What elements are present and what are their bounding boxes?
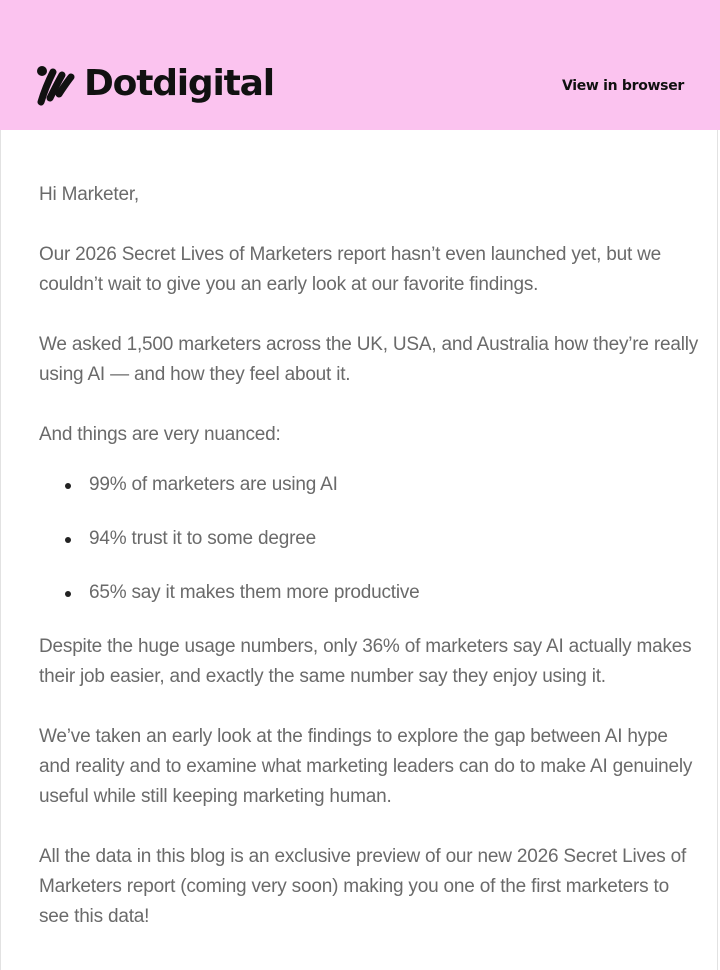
brand-name: Dotdigital [84, 63, 274, 104]
exclusive-paragraph: All the data in this blog is an exclusive preview of our new 2026 Secret Lives of Marketers report (coming very soon) making you one of the first marketers to see this data! [39, 846, 687, 927]
list-item: 65% say it makes them more productive [89, 578, 699, 608]
email-content [39, 180, 699, 962]
view-in-browser-link[interactable]: View in browser [561, 78, 684, 94]
intro-paragraph: Our 2026 Secret Lives of Marketers report hasn’t even launched yet, but we couldn’t wait to give you an early look at our favorite findings. [39, 244, 662, 295]
list-item: 99% of marketers are using AI [89, 470, 699, 500]
findings-paragraph: We’ve taken an early look at the findings to explore the gap between AI hype and reality and to examine what marketing leaders can do to make AI genuinely useful while still keeping marketing human. [39, 726, 693, 807]
greeting: Hi Marketer, [39, 184, 140, 205]
survey-paragraph: We asked 1,500 marketers across the UK, USA, and Australia how they’re really using AI — and how they feel about it. [39, 334, 699, 385]
brand-logo[interactable] [36, 62, 274, 106]
nuanced-paragraph: And things are very nuanced: [39, 424, 281, 445]
usage-paragraph: Despite the huge usage numbers, only 36% of marketers say AI actually makes their job easier, and exactly the same number say they enjoy using it. [39, 636, 692, 687]
dotdigital-mark-icon [36, 62, 76, 106]
findings-list [39, 470, 699, 608]
email-body [0, 130, 718, 970]
list-item: 94% trust it to some degree [89, 524, 699, 554]
email-header [0, 0, 720, 130]
